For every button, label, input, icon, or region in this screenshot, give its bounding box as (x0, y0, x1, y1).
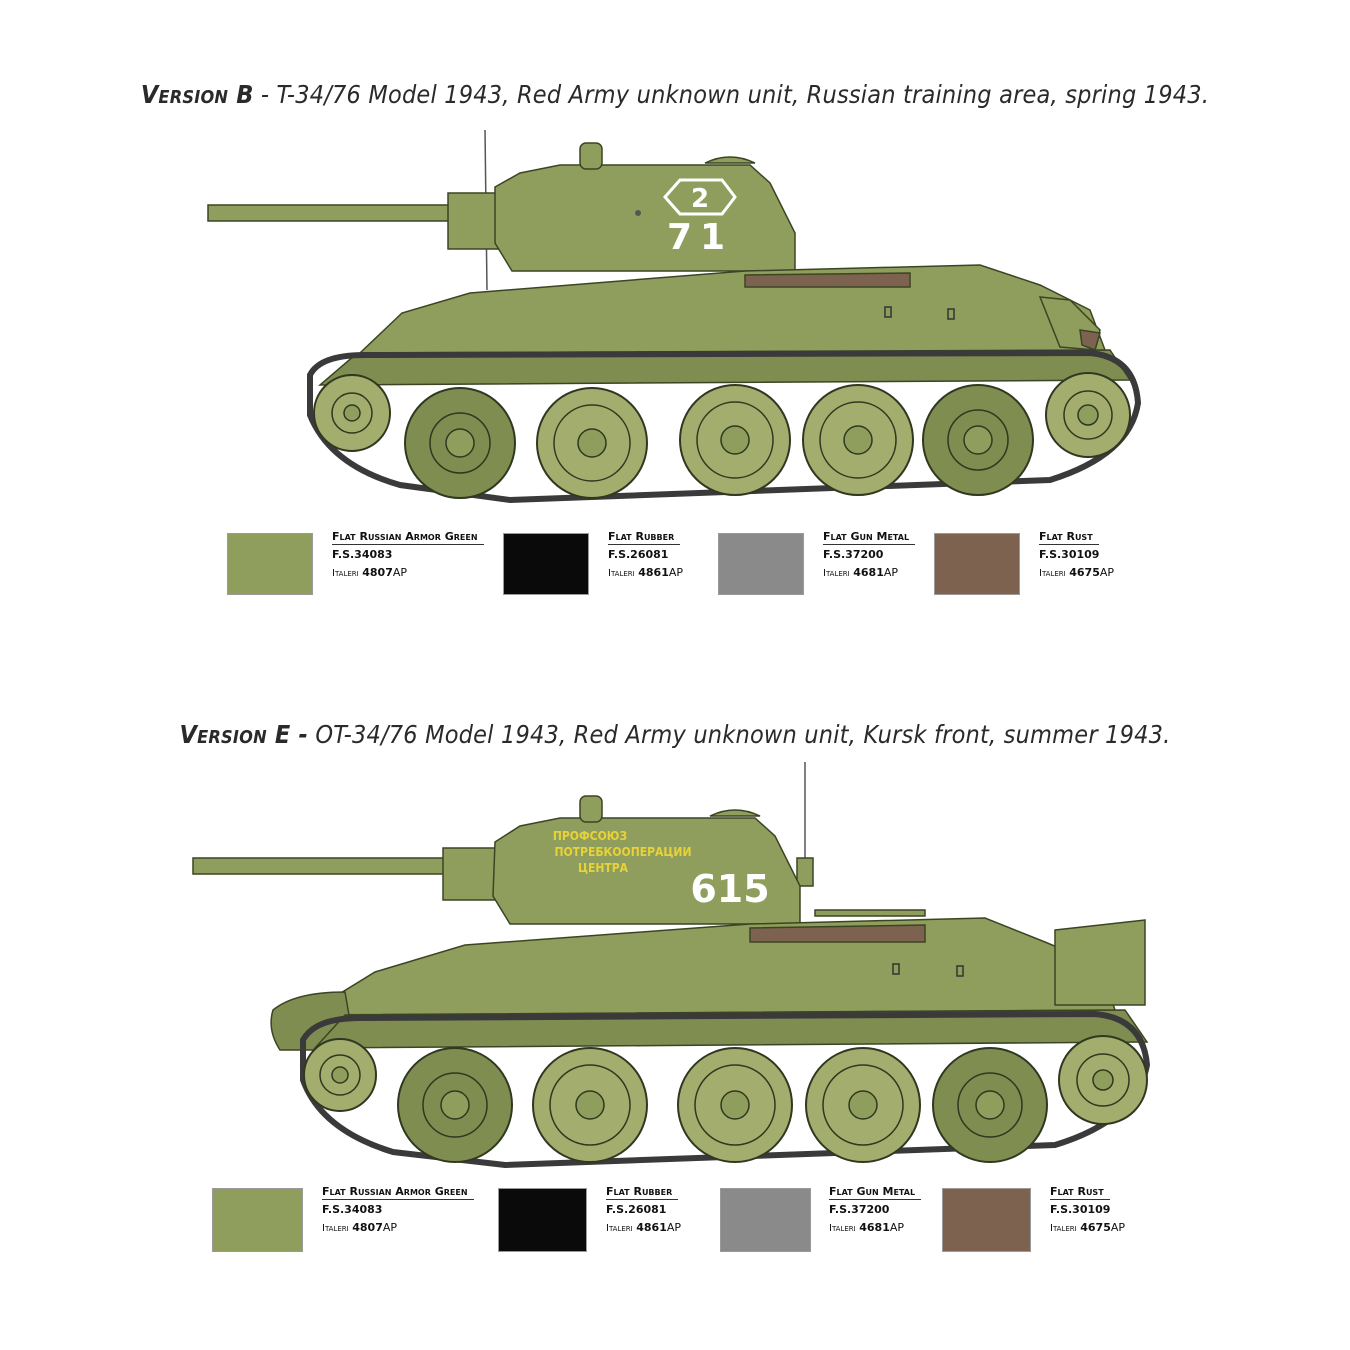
legend-b-rust: Flat Rust F.S.30109 Italeri 4675AP (1039, 530, 1115, 579)
version-e-title (0, 720, 1350, 749)
swatch-e-gun-metal (720, 1188, 811, 1252)
version-e-description: OT-34/76 Model 1943, Red Army unknown unit, Kursk front, summer 1943. (308, 720, 1171, 749)
turret-slogan-line-3: ЦЕНТРА (577, 861, 629, 875)
legend-b-rubber: Flat Rubber F.S.26081 Italeri 4861AP (608, 530, 684, 579)
swatch-b-gun-metal (718, 533, 804, 595)
legend-e-rust: Flat Rust F.S.30109 Italeri 4675AP (1050, 1185, 1126, 1234)
turret-emblem-b: 2 (690, 184, 710, 214)
version-b-title (0, 80, 1350, 109)
swatch-b-armor-green (227, 533, 313, 595)
swatch-b-rust (934, 533, 1020, 595)
version-b-label: Version B (140, 80, 254, 109)
tank-version-b (190, 125, 1150, 515)
swatch-e-armor-green (212, 1188, 303, 1252)
turret-slogan-line-2: ПОТРЕБКООПЕРАЦИИ (554, 845, 692, 859)
turret-number-e: 615 (690, 867, 770, 911)
swatch-b-rubber (503, 533, 589, 595)
legend-b-gun-metal: Flat Gun Metal F.S.37200 Italeri 4681AP (823, 528, 915, 583)
legend-e-rubber: Flat Rubber F.S.26081 Italeri 4861AP (606, 1185, 682, 1234)
version-b-description: - T-34/76 Model 1943, Red Army unknown unit, Russian training area, spring 1943. (253, 80, 1210, 109)
swatch-e-rust (942, 1188, 1031, 1252)
swatch-e-rubber (498, 1188, 587, 1252)
turret-slogan-line-1: ПРОФСОЮЗ (552, 829, 628, 843)
legend-e-gun-metal: Flat Gun Metal F.S.37200 Italeri 4681AP (829, 1183, 921, 1238)
legend-b-armor-green: Flat Russian Armor Green F.S.34083 Italeri 4807AP (332, 528, 484, 583)
tank-version-e (185, 760, 1160, 1170)
legend-e-armor-green: Flat Russian Armor Green F.S.34083 Italeri 4807AP (322, 1183, 474, 1238)
version-e-label: Version E - (179, 720, 309, 749)
turret-number-b: 71 (666, 217, 734, 258)
